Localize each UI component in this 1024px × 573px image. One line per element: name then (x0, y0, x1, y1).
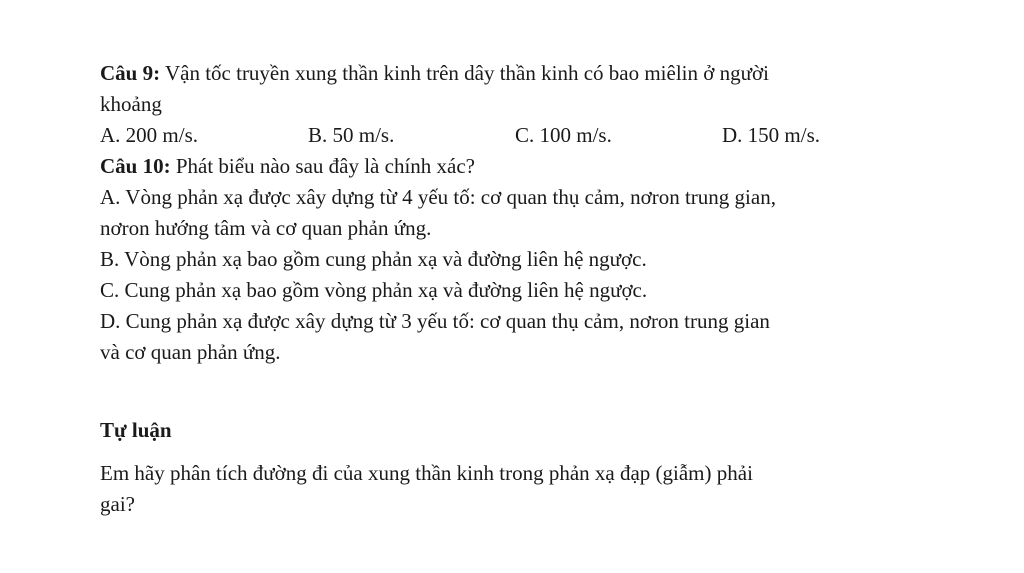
question-10-option-d-line1: D. Cung phản xạ được xây dựng từ 3 yếu tố: cơ quan thụ cảm, nơron trung gian (100, 309, 770, 333)
essay-prompt (100, 458, 960, 520)
question-9-text-line1: Vận tốc truyền xung thần kinh trên dây thần kinh có bao miêlin ở người (160, 61, 769, 85)
question-10-option-a-line2: nơron hướng tâm và cơ quan phản ứng. (100, 216, 432, 240)
document-page (100, 58, 980, 520)
question-9-option-b: B. 50 m/s. (308, 123, 395, 147)
question-9-option-a: A. 200 m/s. (100, 123, 199, 147)
essay-prompt-line2: gai? (100, 492, 135, 516)
question-10-option-c: C. Cung phản xạ bao gồm vòng phản xạ và đường liên hệ ngược. (100, 278, 648, 302)
question-10-option-a-line1: A. Vòng phản xạ được xây dựng từ 4 yếu tố: cơ quan thụ cảm, nơron trung gian, (100, 185, 776, 209)
question-9-stem (100, 58, 980, 89)
question-9-option-c: C. 100 m/s. (515, 123, 612, 147)
essay-heading: Tự luận (100, 418, 172, 442)
question-9-option-d: D. 150 m/s. (722, 123, 821, 147)
essay-prompt-line1: Em hãy phân tích đường đi của xung thần kinh trong phản xạ đạp (giẫm) phải (100, 461, 753, 485)
question-10-option-b: B. Vòng phản xạ bao gồm cung phản xạ và đường liên hệ ngược. (100, 247, 647, 271)
question-10-text: Phát biểu nào sau đây là chính xác? (170, 154, 475, 178)
question-9-options (100, 120, 980, 151)
question-10-label: Câu 10: (100, 154, 171, 178)
question-10-option-d-line2: và cơ quan phản ứng. (100, 340, 281, 364)
question-10-stem (100, 151, 980, 182)
question-9-label: Câu 9: (100, 61, 161, 85)
question-9-text-line2: khoảng (100, 92, 162, 116)
